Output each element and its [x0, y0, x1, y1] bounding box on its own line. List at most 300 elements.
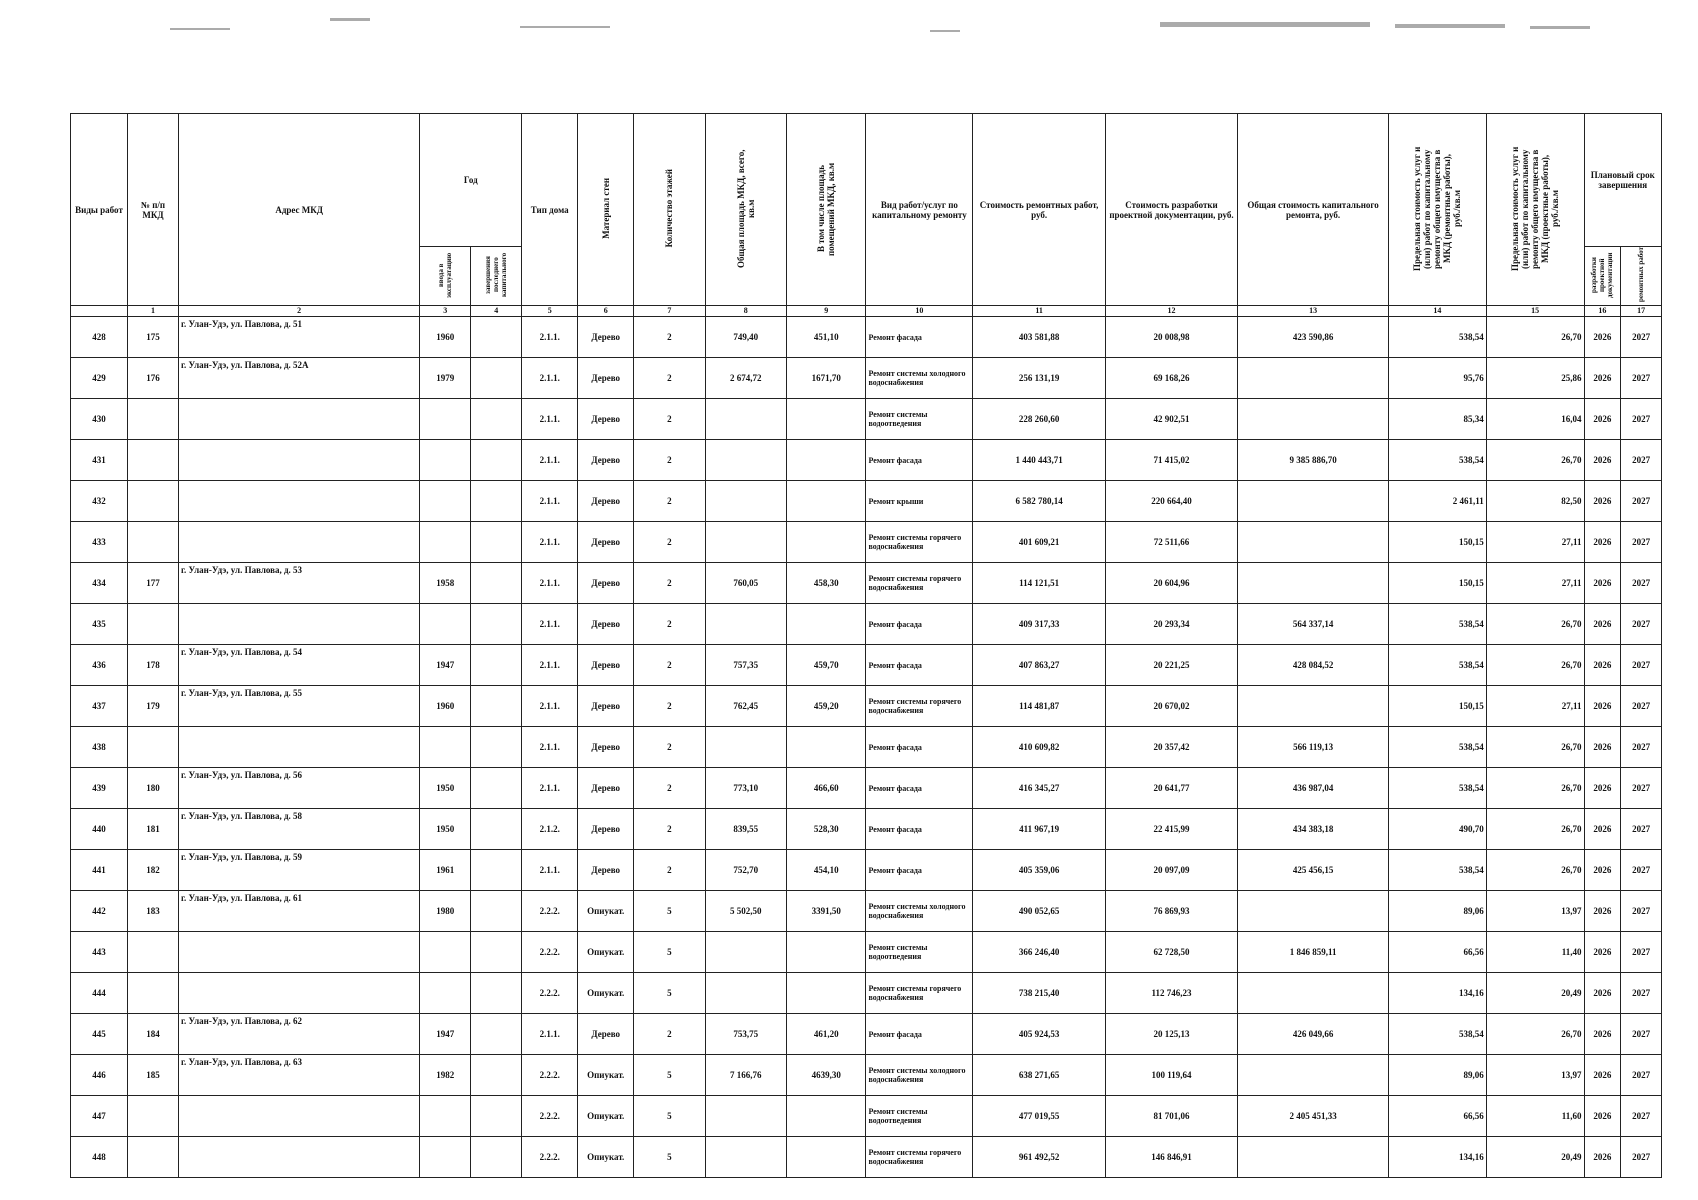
header-work-type: Виды работ — [71, 114, 128, 306]
cell-limit-repair: 538,54 — [1388, 604, 1486, 645]
cell-year-commission — [420, 604, 471, 645]
cell-premises-area — [787, 1137, 866, 1178]
cell-date-design: 2026 — [1584, 809, 1621, 850]
cell-limit-repair: 538,54 — [1388, 850, 1486, 891]
cell-total-cost — [1238, 358, 1389, 399]
cell-repair-cost: 407 863,27 — [973, 645, 1105, 686]
cell-address: г. Улан-Удэ, ул. Павлова, д. 59 — [178, 850, 419, 891]
cell-design-cost: 69 168,26 — [1105, 358, 1237, 399]
cell-wall-material: Дерево — [578, 850, 634, 891]
cell-limit-repair: 150,15 — [1388, 522, 1486, 563]
cell-floors: 2 — [634, 686, 705, 727]
cell-date-design: 2026 — [1584, 1096, 1621, 1137]
cell-date-repair: 2027 — [1621, 891, 1662, 932]
cell-total-cost — [1238, 399, 1389, 440]
cell-total-area — [705, 522, 786, 563]
cell-premises-area — [787, 727, 866, 768]
cell-limit-repair: 89,06 — [1388, 891, 1486, 932]
cell-wall-material: Дерево — [578, 563, 634, 604]
cell-total-cost: 425 456,15 — [1238, 850, 1389, 891]
cell-date-repair: 2027 — [1621, 645, 1662, 686]
header-total-cost: Общая стоимость капитального ремонта, руб. — [1238, 114, 1389, 306]
cell-limit-repair: 538,54 — [1388, 1014, 1486, 1055]
table-row — [71, 440, 1662, 481]
cell-house-type: 2.1.1. — [522, 522, 578, 563]
cell-limit-design: 26,70 — [1486, 1014, 1584, 1055]
cell-limit-repair: 538,54 — [1388, 440, 1486, 481]
cell-year-last-repair — [471, 1137, 522, 1178]
table-row — [71, 563, 1662, 604]
cell-date-repair: 2027 — [1621, 973, 1662, 1014]
cell-total-cost: 434 383,18 — [1238, 809, 1389, 850]
cell-address: г. Улан-Удэ, ул. Павлова, д. 55 — [178, 686, 419, 727]
table-row — [71, 686, 1662, 727]
cell-repair-cost: 1 440 443,71 — [973, 440, 1105, 481]
cell-year-last-repair — [471, 1055, 522, 1096]
cell-limit-repair: 2 461,11 — [1388, 481, 1486, 522]
cell-date-design: 2026 — [1584, 1055, 1621, 1096]
column-number: 5 — [522, 306, 578, 317]
cell-total-cost: 1 846 859,11 — [1238, 932, 1389, 973]
header-house-type: Тип дома — [522, 114, 578, 306]
cell-floors: 2 — [634, 727, 705, 768]
cell-wall-material: Дерево — [578, 358, 634, 399]
cell-date-design: 2026 — [1584, 1137, 1621, 1178]
cell-premises-area — [787, 604, 866, 645]
cell-year-last-repair — [471, 686, 522, 727]
cell-floors: 2 — [634, 440, 705, 481]
cell-mkd-number: 179 — [128, 686, 179, 727]
table-row — [71, 645, 1662, 686]
header-year-commission-text: ввода в эксплуатацию — [437, 252, 454, 298]
cell-date-design: 2026 — [1584, 522, 1621, 563]
cell-limit-repair: 150,15 — [1388, 563, 1486, 604]
cell-date-design: 2026 — [1584, 1014, 1621, 1055]
cell-total-cost — [1238, 522, 1389, 563]
column-number: 13 — [1238, 306, 1389, 317]
cell-year-commission: 1982 — [420, 1055, 471, 1096]
cell-date-repair: 2027 — [1621, 399, 1662, 440]
scan-artifact — [1395, 24, 1505, 28]
cell-repair-cost: 256 131,19 — [973, 358, 1105, 399]
cell-year-last-repair — [471, 1096, 522, 1137]
table-row — [71, 358, 1662, 399]
cell-total-cost — [1238, 563, 1389, 604]
table-row — [71, 932, 1662, 973]
cell-limit-design: 26,70 — [1486, 317, 1584, 358]
cell-year-last-repair — [471, 809, 522, 850]
cell-limit-design: 25,86 — [1486, 358, 1584, 399]
cell-limit-repair: 66,56 — [1388, 932, 1486, 973]
cell-mkd-number: 175 — [128, 317, 179, 358]
cell-year-last-repair — [471, 973, 522, 1014]
cell-design-cost: 20 097,09 — [1105, 850, 1237, 891]
cell-year-last-repair — [471, 1014, 522, 1055]
cell-house-type: 2.1.2. — [522, 809, 578, 850]
cell-row-number: 442 — [71, 891, 128, 932]
cell-year-commission: 1950 — [420, 809, 471, 850]
cell-work-kind: Ремонт фасада — [866, 1014, 973, 1055]
cell-work-kind: Ремонт системы холодного водоснабжения — [866, 1055, 973, 1096]
cell-work-kind: Ремонт системы горячего водоснабжения — [866, 522, 973, 563]
column-number: 17 — [1621, 306, 1662, 317]
cell-mkd-number — [128, 399, 179, 440]
cell-address: г. Улан-Удэ, ул. Павлова, д. 52А — [178, 358, 419, 399]
cell-address — [178, 604, 419, 645]
table-row — [71, 1014, 1662, 1055]
cell-address: г. Улан-Удэ, ул. Павлова, д. 61 — [178, 891, 419, 932]
cell-repair-cost: 411 967,19 — [973, 809, 1105, 850]
cell-mkd-number: 182 — [128, 850, 179, 891]
cell-total-cost: 428 084,52 — [1238, 645, 1389, 686]
header-floors-text: Количество этажей — [664, 169, 675, 248]
scan-artifact — [520, 26, 610, 28]
cell-repair-cost: 405 359,06 — [973, 850, 1105, 891]
cell-total-area: 839,55 — [705, 809, 786, 850]
cell-floors: 2 — [634, 645, 705, 686]
cell-total-cost: 436 987,04 — [1238, 768, 1389, 809]
cell-house-type: 2.1.1. — [522, 768, 578, 809]
column-number: 10 — [866, 306, 973, 317]
cell-mkd-number — [128, 440, 179, 481]
cell-address — [178, 973, 419, 1014]
cell-year-last-repair — [471, 891, 522, 932]
cell-limit-repair: 538,54 — [1388, 317, 1486, 358]
cell-date-design: 2026 — [1584, 604, 1621, 645]
cell-address: г. Улан-Удэ, ул. Павлова, д. 58 — [178, 809, 419, 850]
cell-floors: 2 — [634, 481, 705, 522]
column-number: 11 — [973, 306, 1105, 317]
cell-limit-design: 16,04 — [1486, 399, 1584, 440]
cell-wall-material: Дерево — [578, 317, 634, 358]
cell-year-last-repair — [471, 645, 522, 686]
cell-design-cost: 146 846,91 — [1105, 1137, 1237, 1178]
cell-year-last-repair — [471, 522, 522, 563]
cell-total-cost — [1238, 1055, 1389, 1096]
cell-date-design: 2026 — [1584, 727, 1621, 768]
header-date-repair-text: ремонтных работ — [1637, 247, 1646, 303]
cell-design-cost: 100 119,64 — [1105, 1055, 1237, 1096]
cell-total-cost: 9 385 886,70 — [1238, 440, 1389, 481]
cell-row-number: 429 — [71, 358, 128, 399]
cell-total-area — [705, 727, 786, 768]
table-body — [71, 317, 1662, 1178]
cell-total-area — [705, 604, 786, 645]
cell-total-cost — [1238, 686, 1389, 727]
cell-year-last-repair — [471, 604, 522, 645]
cell-row-number: 448 — [71, 1137, 128, 1178]
cell-date-repair: 2027 — [1621, 932, 1662, 973]
cell-date-design: 2026 — [1584, 932, 1621, 973]
cell-work-kind: Ремонт фасада — [866, 440, 973, 481]
cell-premises-area: 528,30 — [787, 809, 866, 850]
cell-floors: 2 — [634, 522, 705, 563]
cell-total-area: 7 166,76 — [705, 1055, 786, 1096]
cell-address: г. Улан-Удэ, ул. Павлова, д. 63 — [178, 1055, 419, 1096]
cell-design-cost: 22 415,99 — [1105, 809, 1237, 850]
header-design-cost: Стоимость разработки проектной документации, руб. — [1105, 114, 1237, 306]
cell-repair-cost: 401 609,21 — [973, 522, 1105, 563]
cell-premises-area: 4639,30 — [787, 1055, 866, 1096]
cell-date-design: 2026 — [1584, 440, 1621, 481]
cell-row-number: 444 — [71, 973, 128, 1014]
table-row — [71, 727, 1662, 768]
cell-address: г. Улан-Удэ, ул. Павлова, д. 53 — [178, 563, 419, 604]
table-row — [71, 809, 1662, 850]
cell-wall-material: Дерево — [578, 645, 634, 686]
cell-year-commission — [420, 973, 471, 1014]
cell-premises-area: 461,20 — [787, 1014, 866, 1055]
cell-repair-cost: 6 582 780,14 — [973, 481, 1105, 522]
header-wall-material-text: Материал стен — [600, 178, 611, 239]
cell-date-repair: 2027 — [1621, 1096, 1662, 1137]
cell-limit-repair: 66,56 — [1388, 1096, 1486, 1137]
cell-row-number: 439 — [71, 768, 128, 809]
cell-date-design: 2026 — [1584, 481, 1621, 522]
cell-work-kind: Ремонт системы горячего водоснабжения — [866, 686, 973, 727]
cell-year-commission: 1947 — [420, 1014, 471, 1055]
cell-row-number: 438 — [71, 727, 128, 768]
cell-mkd-number — [128, 932, 179, 973]
cell-premises-area: 459,20 — [787, 686, 866, 727]
cell-address: г. Улан-Удэ, ул. Павлова, д. 56 — [178, 768, 419, 809]
cell-year-commission — [420, 727, 471, 768]
cell-address — [178, 1137, 419, 1178]
cell-limit-design: 11,60 — [1486, 1096, 1584, 1137]
cell-total-area: 752,70 — [705, 850, 786, 891]
cell-limit-design: 13,97 — [1486, 891, 1584, 932]
cell-year-commission — [420, 440, 471, 481]
column-number: 6 — [578, 306, 634, 317]
cell-limit-repair: 538,54 — [1388, 768, 1486, 809]
table-row — [71, 522, 1662, 563]
cell-wall-material: Опиукат. — [578, 1096, 634, 1137]
cell-house-type: 2.1.1. — [522, 645, 578, 686]
cell-floors: 2 — [634, 809, 705, 850]
cell-wall-material: Дерево — [578, 727, 634, 768]
cell-floors: 2 — [634, 768, 705, 809]
cell-design-cost: 20 008,98 — [1105, 317, 1237, 358]
column-number: 12 — [1105, 306, 1237, 317]
cell-work-kind: Ремонт фасада — [866, 768, 973, 809]
cell-row-number: 430 — [71, 399, 128, 440]
cell-date-repair: 2027 — [1621, 727, 1662, 768]
cell-total-area: 762,45 — [705, 686, 786, 727]
cell-wall-material: Дерево — [578, 481, 634, 522]
column-number: 4 — [471, 306, 522, 317]
cell-date-design: 2026 — [1584, 768, 1621, 809]
cell-repair-cost: 366 246,40 — [973, 932, 1105, 973]
cell-date-repair: 2027 — [1621, 1137, 1662, 1178]
column-number: 14 — [1388, 306, 1486, 317]
cell-year-commission — [420, 399, 471, 440]
cell-year-commission: 1961 — [420, 850, 471, 891]
cell-work-kind: Ремонт фасада — [866, 604, 973, 645]
cell-total-area — [705, 440, 786, 481]
header-total-area — [705, 114, 786, 306]
cell-repair-cost: 416 345,27 — [973, 768, 1105, 809]
header-mkd-number: № п/п МКД — [128, 114, 179, 306]
cell-total-cost — [1238, 1137, 1389, 1178]
header-floors — [634, 114, 705, 306]
cell-premises-area — [787, 1096, 866, 1137]
cell-wall-material: Дерево — [578, 440, 634, 481]
cell-limit-repair: 134,16 — [1388, 973, 1486, 1014]
cell-mkd-number: 178 — [128, 645, 179, 686]
cell-limit-repair: 134,16 — [1388, 1137, 1486, 1178]
cell-work-kind: Ремонт системы холодного водоснабжения — [866, 358, 973, 399]
cell-wall-material: Опиукат. — [578, 1055, 634, 1096]
cell-work-kind: Ремонт фасада — [866, 850, 973, 891]
cell-date-design: 2026 — [1584, 973, 1621, 1014]
header-limit-design-text: Предельная стоимость услуг и (или) работ по капитальному ремонту общего имущества в МКД (проектные работы), руб./кв.м — [1510, 146, 1561, 271]
cell-design-cost: 20 221,25 — [1105, 645, 1237, 686]
repair-plan-table — [70, 113, 1662, 1178]
column-number: 2 — [178, 306, 419, 317]
cell-house-type: 2.2.2. — [522, 1055, 578, 1096]
cell-total-area: 757,35 — [705, 645, 786, 686]
header-year-last-repair-text: завершения последнего капитального — [484, 252, 509, 298]
cell-date-repair: 2027 — [1621, 563, 1662, 604]
cell-repair-cost: 961 492,52 — [973, 1137, 1105, 1178]
cell-mkd-number — [128, 1137, 179, 1178]
cell-repair-cost: 409 317,33 — [973, 604, 1105, 645]
cell-year-commission — [420, 932, 471, 973]
cell-floors: 5 — [634, 973, 705, 1014]
cell-address — [178, 399, 419, 440]
cell-total-cost: 2 405 451,33 — [1238, 1096, 1389, 1137]
cell-limit-design: 26,70 — [1486, 809, 1584, 850]
cell-date-design: 2026 — [1584, 891, 1621, 932]
cell-floors: 5 — [634, 891, 705, 932]
cell-house-type: 2.1.1. — [522, 481, 578, 522]
header-date-repair — [1621, 247, 1662, 306]
cell-limit-repair: 490,70 — [1388, 809, 1486, 850]
header-year: Год — [420, 114, 522, 247]
column-number: 1 — [128, 306, 179, 317]
cell-date-repair: 2027 — [1621, 1055, 1662, 1096]
table-row — [71, 399, 1662, 440]
cell-year-commission: 1947 — [420, 645, 471, 686]
cell-premises-area: 3391,50 — [787, 891, 866, 932]
cell-limit-design: 20,49 — [1486, 1137, 1584, 1178]
header-premises-area-text: В том числе площадь помещений МКД, кв.м — [816, 161, 837, 256]
cell-wall-material: Дерево — [578, 768, 634, 809]
cell-date-repair: 2027 — [1621, 768, 1662, 809]
header-address: Адрес МКД — [178, 114, 419, 306]
cell-mkd-number — [128, 481, 179, 522]
cell-address: г. Улан-Удэ, ул. Павлова, д. 51 — [178, 317, 419, 358]
cell-year-last-repair — [471, 727, 522, 768]
cell-year-commission: 1979 — [420, 358, 471, 399]
cell-house-type: 2.2.2. — [522, 1096, 578, 1137]
scan-artifact — [930, 30, 960, 32]
cell-limit-design: 13,97 — [1486, 1055, 1584, 1096]
cell-repair-cost: 228 260,60 — [973, 399, 1105, 440]
cell-total-area — [705, 399, 786, 440]
cell-floors: 2 — [634, 399, 705, 440]
cell-repair-cost: 490 052,65 — [973, 891, 1105, 932]
cell-mkd-number — [128, 604, 179, 645]
cell-date-design: 2026 — [1584, 645, 1621, 686]
cell-row-number: 440 — [71, 809, 128, 850]
cell-design-cost: 76 869,93 — [1105, 891, 1237, 932]
cell-limit-design: 26,70 — [1486, 645, 1584, 686]
header-total-area-text: Общая площадь МКД, всего, кв.м — [735, 149, 756, 268]
cell-date-design: 2026 — [1584, 358, 1621, 399]
cell-design-cost: 20 357,42 — [1105, 727, 1237, 768]
cell-repair-cost: 638 271,65 — [973, 1055, 1105, 1096]
cell-address — [178, 440, 419, 481]
cell-address — [178, 727, 419, 768]
cell-date-design: 2026 — [1584, 563, 1621, 604]
header-wall-material — [578, 114, 634, 306]
cell-premises-area — [787, 932, 866, 973]
cell-house-type: 2.1.1. — [522, 317, 578, 358]
column-number: 3 — [420, 306, 471, 317]
cell-mkd-number: 181 — [128, 809, 179, 850]
cell-limit-design: 26,70 — [1486, 850, 1584, 891]
table-row — [71, 1096, 1662, 1137]
cell-mkd-number — [128, 727, 179, 768]
cell-total-area: 5 502,50 — [705, 891, 786, 932]
cell-wall-material: Опиукат. — [578, 973, 634, 1014]
cell-row-number: 431 — [71, 440, 128, 481]
table-row — [71, 768, 1662, 809]
cell-repair-cost: 477 019,55 — [973, 1096, 1105, 1137]
cell-row-number: 437 — [71, 686, 128, 727]
cell-design-cost: 220 664,40 — [1105, 481, 1237, 522]
cell-house-type: 2.1.1. — [522, 563, 578, 604]
cell-limit-design: 27,11 — [1486, 563, 1584, 604]
cell-date-design: 2026 — [1584, 399, 1621, 440]
cell-premises-area — [787, 973, 866, 1014]
table-row — [71, 1055, 1662, 1096]
cell-limit-repair: 85,34 — [1388, 399, 1486, 440]
cell-premises-area: 451,10 — [787, 317, 866, 358]
cell-work-kind: Ремонт системы водоотведения — [866, 932, 973, 973]
cell-limit-design: 11,40 — [1486, 932, 1584, 973]
cell-year-last-repair — [471, 768, 522, 809]
cell-year-commission — [420, 1137, 471, 1178]
table-row — [71, 1137, 1662, 1178]
cell-work-kind: Ремонт системы горячего водоснабжения — [866, 1137, 973, 1178]
cell-floors: 5 — [634, 932, 705, 973]
cell-work-kind: Ремонт фасада — [866, 727, 973, 768]
scan-artifact — [170, 28, 230, 30]
column-number: 16 — [1584, 306, 1621, 317]
cell-repair-cost: 403 581,88 — [973, 317, 1105, 358]
cell-floors: 2 — [634, 358, 705, 399]
cell-total-area: 2 674,72 — [705, 358, 786, 399]
cell-limit-design: 27,11 — [1486, 686, 1584, 727]
cell-floors: 2 — [634, 563, 705, 604]
cell-design-cost: 42 902,51 — [1105, 399, 1237, 440]
cell-premises-area: 458,30 — [787, 563, 866, 604]
cell-wall-material: Дерево — [578, 686, 634, 727]
header-premises-area — [787, 114, 866, 306]
cell-year-commission: 1960 — [420, 317, 471, 358]
cell-house-type: 2.1.1. — [522, 686, 578, 727]
cell-limit-design: 82,50 — [1486, 481, 1584, 522]
cell-row-number: 433 — [71, 522, 128, 563]
header-work-kind: Вид работ/услуг по капитальному ремонту — [866, 114, 973, 306]
cell-house-type: 2.1.1. — [522, 850, 578, 891]
cell-address — [178, 481, 419, 522]
cell-year-commission: 1980 — [420, 891, 471, 932]
cell-house-type: 2.1.1. — [522, 727, 578, 768]
cell-year-commission — [420, 1096, 471, 1137]
